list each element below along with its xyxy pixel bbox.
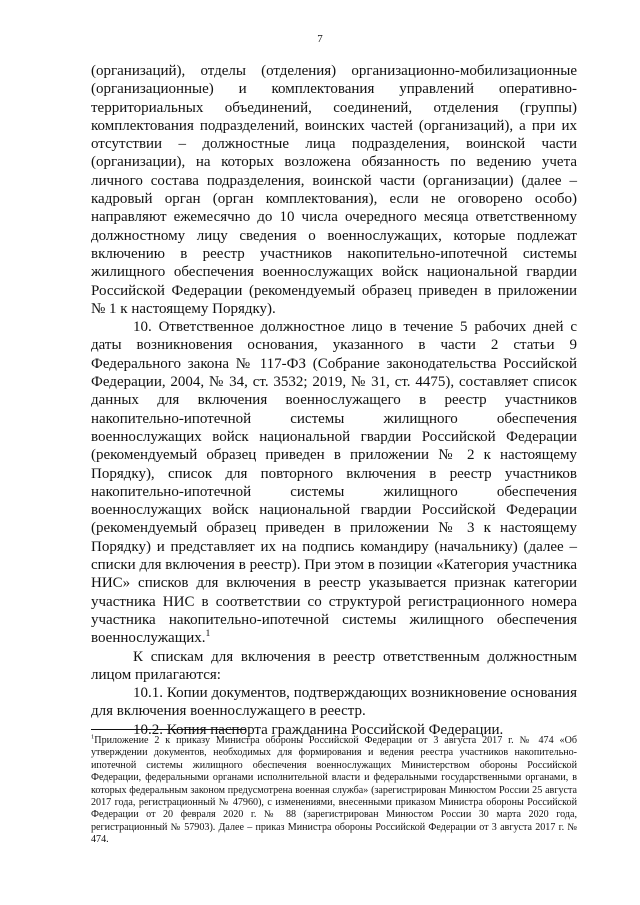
document-body <box>91 62 577 739</box>
footnote-marker: 1 <box>91 733 95 741</box>
footnote-reference: 1 <box>205 628 211 640</box>
paragraph-10 <box>91 318 577 647</box>
paragraph-continuation: (организаций), отделы (отделения) организационно-мобилизационные (организационные) и комплектования управлений оперативно-территориальных объединений, соединений, отделения (группы) комплектования подразделений, воинских частей (организаций), а при их отсутствии – должностные лица подразделения, воинской части (организации), на которых возложена обязанность по ведению учета личного состава подразделения, воинской части (организации) (далее – кадровый орган (орган комплектования), если не оговорено особо) направляют ежемесячно до 10 числа очередного месяца ответственному должностному лицу сведения о военнослужащих, которые подлежат включению в реестр участников накопительно-ипотечной системы жилищного обеспечения военнослужащих войск национальной гвардии Российской Федерации (рекомендуемый образец приведен в приложении № 1 к настоящему Порядку). <box>91 63 577 317</box>
paragraph-10-text: 10. Ответственное должностное лицо в течение 5 рабочих дней с даты возникновения основания, указанного в части 2 статьи 9 Федерального закона № 117-ФЗ (Собрание законодательства Российской Федерации, 2004, № 34, ст. 3532; 2019, № 31, ст. 4475), составляет список данных для включения военнослужащего в реестр участников накопительно-ипотечной системы жилищного обеспечения военнослужащих войск национальной гвардии Российской Федерации (рекомендуемый образец приведен в приложении № 2 к настоящему Порядку), список для повторного включения в реестр участников накопительно-ипотечной системы жилищного обеспечения военнослужащих войск национальной гвардии Российской Федерации (рекомендуемый образец приведен в приложении № 3 к настоящему Порядку) и представляет их на подпись командиру (начальнику) (далее – списки для включения в реестр). При этом в позиции «Категория участника НИС» списков для включения в реестр указывается признак категории участника НИС в соответствии со структурой регистрационного номера участника накопительно-ипотечной системы жилищного обеспечения военнослужащих. <box>91 319 577 647</box>
footnote-text: Приложение 2 к приказу Министра обороны Российской Федерации от 3 августа 2017 г. № 474 «Об утверждении документов, необходимых для формирования и ведения реестра участников накопительно-ипотечной системы жилищного обеспечения военнослужащих Министерством обороны Российской Федерации, федеральными органами исполнительной власти и федеральными государственными органами, в которых федеральным законом предусмотрена военная служба» (зарегистрирован Минюстом России 25 августа 2017 года, регистрационный № 47960), с изменениями, внесенными приказом Министра обороны Российской Федерации от 20 февраля 2020 г. № 88 (зарегистрирован Минюстом России 30 марта 2020 года, регистрационный № 57903). Далее – приказ Министра обороны Российской Федерации от 3 августа 2017 г. № 474. <box>91 735 577 846</box>
footnote-divider <box>91 729 246 730</box>
paragraph-10-2: 10.2. Копия паспорта гражданина Российской Федерации. <box>133 721 504 738</box>
paragraph-10-1: 10.1. Копии документов, подтверждающих возникновение основания для включения военнослужащего в реестр. <box>91 685 577 720</box>
paragraph-attachments-intro: К спискам для включения в реестр ответственным должностным лицом прилагаются: <box>91 648 577 683</box>
page-number: 7 <box>317 33 323 45</box>
footnote <box>91 735 577 847</box>
